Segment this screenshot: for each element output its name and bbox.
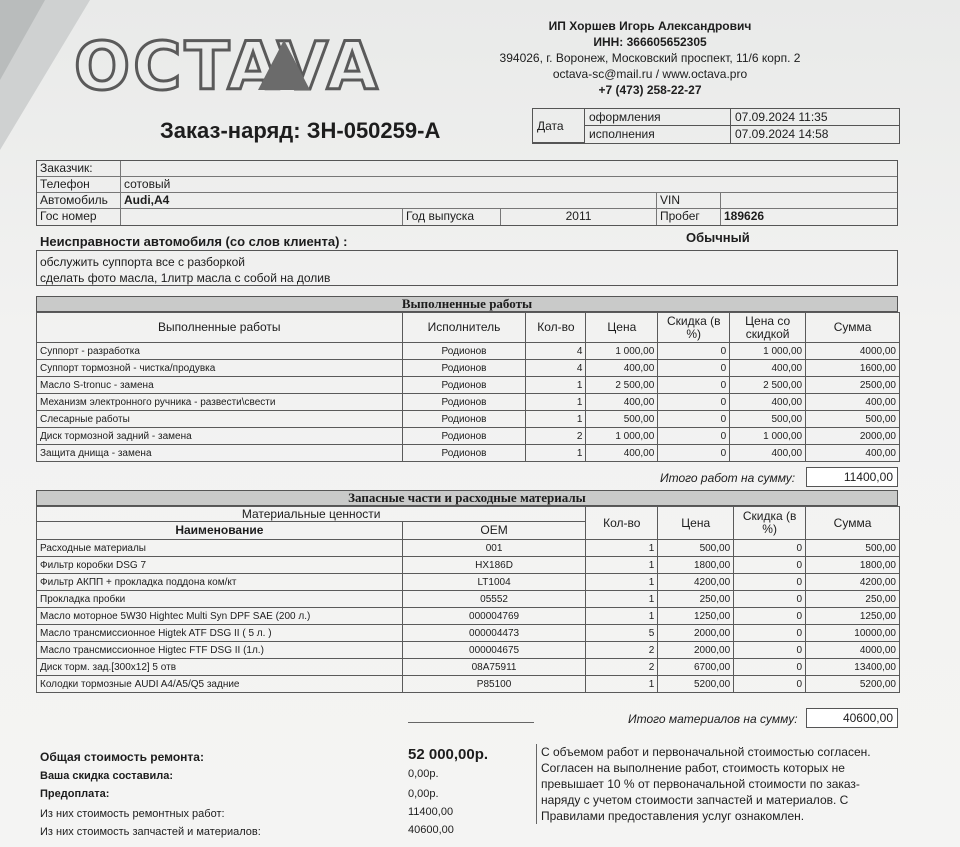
vin-label: VIN — [657, 193, 721, 208]
summary-total-label: Общая стоимость ремонта: — [40, 750, 204, 764]
parts-cell-oem: 000004473 — [402, 625, 586, 642]
parts-header-sum: Сумма — [806, 507, 900, 540]
parts-cell-oem: HX186D — [402, 557, 586, 574]
works-cell-discount: 0 — [658, 343, 730, 360]
parts-cell-discount: 0 — [734, 659, 806, 676]
works-cell-name: Суппорт тормозной - чистка/продувка — [37, 360, 403, 377]
parts-cell-discount: 0 — [734, 540, 806, 557]
works-table — [36, 312, 900, 462]
parts-total-value: 40600,00 — [806, 708, 898, 728]
works-cell-sum: 2500,00 — [806, 377, 900, 394]
works-cell-discount: 0 — [658, 411, 730, 428]
parts-cell-sum: 5200,00 — [806, 676, 900, 693]
parts-cell-name: Масло трансмиссионное Higtek ATF DSG II ( 5 л. ) — [37, 625, 403, 642]
parts-row — [37, 625, 900, 642]
summary-discount-label: Ваша скидка составила: — [40, 770, 174, 782]
works-cell-sum: 4000,00 — [806, 343, 900, 360]
works-cell-executor: Родионов — [402, 411, 526, 428]
parts-cell-qty: 1 — [586, 557, 658, 574]
works-cell-price: 1 000,00 — [586, 428, 658, 445]
parts-cell-qty: 1 — [586, 540, 658, 557]
parts-cell-qty: 1 — [586, 676, 658, 693]
works-header-price: Цена — [586, 313, 658, 343]
works-cell-executor: Родионов — [402, 360, 526, 377]
works-row — [37, 394, 900, 411]
summary-discount-value: 0,00р. — [408, 768, 439, 780]
works-cell-price: 1 000,00 — [586, 343, 658, 360]
client-label: Заказчик: — [37, 161, 121, 176]
parts-cell-sum: 1800,00 — [806, 557, 900, 574]
works-cell-name: Механизм электронного ручника - развести\свести — [37, 394, 403, 411]
works-row — [37, 360, 900, 377]
works-cell-discount: 0 — [658, 428, 730, 445]
logo-triangle-icon — [258, 40, 310, 90]
agreement-text: С объемом работ и первоначальной стоимостью согласен. Согласен на выполнение работ, стоимость которых не превышает 10 % от первоначальной стоимости по заказ-наряду с учетом стоимости запчастей и материалов. С Правилами предоставления услуг ознакомлен. — [536, 744, 896, 824]
works-cell-discounted: 400,00 — [730, 445, 806, 462]
parts-cell-price: 500,00 — [658, 540, 734, 557]
parts-cell-name: Фильтр коробки DSG 7 — [37, 557, 403, 574]
phone-label: Телефон — [37, 177, 121, 192]
works-header-qty: Кол-во — [526, 313, 586, 343]
summary-prepay-label: Предоплата: — [40, 788, 110, 800]
parts-cell-name: Масло моторное 5W30 Hightec Multi Syn DPF SAE (200 л.) — [37, 608, 403, 625]
signature-line — [408, 722, 534, 723]
summary-parts-value: 40600,00 — [408, 824, 454, 836]
parts-cell-qty: 1 — [586, 574, 658, 591]
car-value: Audi,A4 — [121, 193, 657, 208]
parts-cell-oem: LT1004 — [402, 574, 586, 591]
works-total-value: 11400,00 — [806, 467, 898, 487]
parts-table — [36, 506, 900, 693]
works-total-label: Итого работ на сумму: — [660, 471, 796, 485]
company-contacts: octava-sc@mail.ru / www.octava.pro — [552, 67, 748, 81]
works-cell-qty: 1 — [526, 394, 586, 411]
parts-cell-price: 2000,00 — [658, 625, 734, 642]
order-dates — [532, 108, 900, 144]
parts-header-qty: Кол-во — [586, 507, 658, 540]
company-info — [400, 18, 900, 98]
works-row — [37, 445, 900, 462]
parts-cell-price: 5200,00 — [658, 676, 734, 693]
works-section-title: Выполненные работы — [36, 296, 898, 312]
works-row — [37, 377, 900, 394]
works-cell-qty: 1 — [526, 377, 586, 394]
parts-cell-qty: 1 — [586, 608, 658, 625]
parts-cell-oem: 000004675 — [402, 642, 586, 659]
company-name: ИП Хоршев Игорь Александрович — [548, 19, 752, 33]
parts-cell-sum: 4200,00 — [806, 574, 900, 591]
parts-cell-qty: 1 — [586, 591, 658, 608]
date-label: Дата — [533, 109, 585, 143]
works-row — [37, 411, 900, 428]
works-row — [37, 428, 900, 445]
works-cell-executor: Родионов — [402, 377, 526, 394]
done-label: исполнения — [585, 126, 731, 143]
parts-header-oem: OEM — [402, 522, 586, 540]
parts-cell-discount: 0 — [734, 676, 806, 693]
works-cell-price: 400,00 — [586, 394, 658, 411]
parts-cell-qty: 2 — [586, 642, 658, 659]
works-cell-qty: 1 — [526, 445, 586, 462]
issued-label: оформления — [585, 109, 731, 126]
parts-cell-price: 6700,00 — [658, 659, 734, 676]
parts-row — [37, 540, 900, 557]
parts-cell-sum: 10000,00 — [806, 625, 900, 642]
parts-cell-sum: 4000,00 — [806, 642, 900, 659]
company-address: 394026, г. Воронеж, Московский проспект, 11/6 корп. 2 — [499, 51, 801, 65]
plate-value — [121, 209, 403, 225]
works-cell-qty: 4 — [526, 360, 586, 377]
parts-cell-discount: 0 — [734, 574, 806, 591]
parts-cell-sum: 13400,00 — [806, 659, 900, 676]
parts-section-title: Запасные части и расходные материалы — [36, 490, 898, 506]
works-cell-discount: 0 — [658, 377, 730, 394]
parts-cell-oem: 001 — [402, 540, 586, 557]
works-header-discount: Скидка (в %) — [658, 313, 730, 343]
parts-cell-qty: 2 — [586, 659, 658, 676]
parts-row — [37, 642, 900, 659]
works-cell-discounted: 1 000,00 — [730, 428, 806, 445]
works-cell-sum: 400,00 — [806, 445, 900, 462]
parts-row — [37, 574, 900, 591]
works-cell-sum: 400,00 — [806, 394, 900, 411]
complaint-line-1: обслужить суппорта все с разборкой — [40, 255, 245, 269]
works-header-discounted: Цена со скидкой — [730, 313, 806, 343]
parts-cell-qty: 5 — [586, 625, 658, 642]
works-cell-price: 400,00 — [586, 445, 658, 462]
parts-cell-sum: 250,00 — [806, 591, 900, 608]
parts-cell-name: Расходные материалы — [37, 540, 403, 557]
works-cell-discount: 0 — [658, 445, 730, 462]
parts-cell-name: Фильтр АКПП + прокладка поддона ком/кт — [37, 574, 403, 591]
works-cell-sum: 1600,00 — [806, 360, 900, 377]
works-cell-name: Суппорт - разработка — [37, 343, 403, 360]
parts-cell-discount: 0 — [734, 608, 806, 625]
issued-value: 07.09.2024 11:35 — [731, 109, 899, 126]
plate-label: Гос номер — [37, 209, 121, 225]
parts-cell-oem: P85100 — [402, 676, 586, 693]
works-header-sum: Сумма — [806, 313, 900, 343]
page-fold-shadow-dark — [0, 0, 45, 80]
works-cell-sum: 500,00 — [806, 411, 900, 428]
complaint-type: Обычный — [686, 230, 750, 245]
parts-total-label: Итого материалов на сумму: — [628, 712, 798, 726]
car-label: Автомобиль — [37, 193, 121, 208]
parts-cell-name: Прокладка пробки — [37, 591, 403, 608]
parts-cell-name: Колодки тормозные AUDI A4/A5/Q5 задние — [37, 676, 403, 693]
works-cell-discounted: 1 000,00 — [730, 343, 806, 360]
parts-cell-discount: 0 — [734, 557, 806, 574]
year-value: 2011 — [501, 209, 657, 225]
summary-works-value: 11400,00 — [408, 806, 454, 818]
works-header-name: Выполненные работы — [37, 313, 403, 343]
works-cell-name: Масло S-tronuc - замена — [37, 377, 403, 394]
works-cell-discounted: 2 500,00 — [730, 377, 806, 394]
company-logo: OCTAVA — [74, 28, 381, 105]
works-cell-qty: 2 — [526, 428, 586, 445]
works-cell-discount: 0 — [658, 394, 730, 411]
parts-cell-price: 1250,00 — [658, 608, 734, 625]
vin-value — [721, 193, 897, 208]
complaint-box — [36, 250, 898, 286]
parts-cell-oem: 000004769 — [402, 608, 586, 625]
client-value — [121, 161, 897, 176]
parts-cell-price: 1800,00 — [658, 557, 734, 574]
works-cell-discounted: 500,00 — [730, 411, 806, 428]
summary-parts-label: Из них стоимость запчастей и материалов: — [40, 826, 261, 838]
works-cell-name: Защита днища - замена — [37, 445, 403, 462]
works-cell-name: Диск тормозной задний - замена — [37, 428, 403, 445]
parts-header-discount: Скидка (в %) — [734, 507, 806, 540]
parts-cell-discount: 0 — [734, 642, 806, 659]
parts-cell-oem: 05552 — [402, 591, 586, 608]
summary-prepay-value: 0,00р. — [408, 788, 439, 800]
works-row — [37, 343, 900, 360]
works-cell-qty: 1 — [526, 411, 586, 428]
works-cell-executor: Родионов — [402, 394, 526, 411]
parts-cell-discount: 0 — [734, 591, 806, 608]
year-label: Год выпуска — [403, 209, 501, 225]
phone-value: сотовый — [124, 177, 171, 191]
parts-header-price: Цена — [658, 507, 734, 540]
parts-cell-sum: 1250,00 — [806, 608, 900, 625]
parts-header-name: Наименование — [37, 522, 403, 540]
works-cell-discounted: 400,00 — [730, 360, 806, 377]
parts-cell-price: 250,00 — [658, 591, 734, 608]
works-cell-executor: Родионов — [402, 445, 526, 462]
parts-header-group: Материальные ценности — [37, 507, 586, 522]
company-phone: +7 (473) 258-22-27 — [598, 83, 702, 97]
parts-cell-name: Масло трансмиссионное Higtec FTF DSG II (1л.) — [37, 642, 403, 659]
summary-total-value: 52 000,00р. — [408, 746, 489, 763]
works-cell-sum: 2000,00 — [806, 428, 900, 445]
parts-cell-name: Диск торм. зад.[300x12] 5 отв — [37, 659, 403, 676]
customer-block — [36, 160, 898, 226]
mileage-value: 189626 — [724, 209, 765, 223]
complaint-label: Неисправности автомобиля (со слов клиента) : — [40, 234, 348, 249]
summary-works-label: Из них стоимость ремонтных работ: — [40, 808, 225, 820]
works-cell-qty: 4 — [526, 343, 586, 360]
works-cell-price: 400,00 — [586, 360, 658, 377]
works-cell-discount: 0 — [658, 360, 730, 377]
works-cell-price: 2 500,00 — [586, 377, 658, 394]
works-cell-executor: Родионов — [402, 428, 526, 445]
parts-row — [37, 659, 900, 676]
mileage-label: Пробег — [657, 209, 721, 225]
parts-cell-discount: 0 — [734, 625, 806, 642]
parts-row — [37, 608, 900, 625]
parts-row — [37, 591, 900, 608]
works-cell-name: Слесарные работы — [37, 411, 403, 428]
parts-cell-price: 4200,00 — [658, 574, 734, 591]
works-cell-executor: Родионов — [402, 343, 526, 360]
works-cell-price: 500,00 — [586, 411, 658, 428]
parts-row — [37, 676, 900, 693]
order-title: Заказ-наряд: ЗН-050259-А — [160, 118, 441, 143]
company-inn: ИНН: 366605652305 — [593, 35, 707, 49]
works-cell-discounted: 400,00 — [730, 394, 806, 411]
parts-cell-oem: 08A75911 — [402, 659, 586, 676]
parts-cell-price: 2000,00 — [658, 642, 734, 659]
parts-row — [37, 557, 900, 574]
complaint-line-2: сделать фото масла, 1литр масла с собой на долив — [40, 271, 331, 285]
parts-cell-sum: 500,00 — [806, 540, 900, 557]
works-header-executor: Исполнитель — [402, 313, 526, 343]
done-value: 07.09.2024 14:58 — [735, 127, 829, 141]
